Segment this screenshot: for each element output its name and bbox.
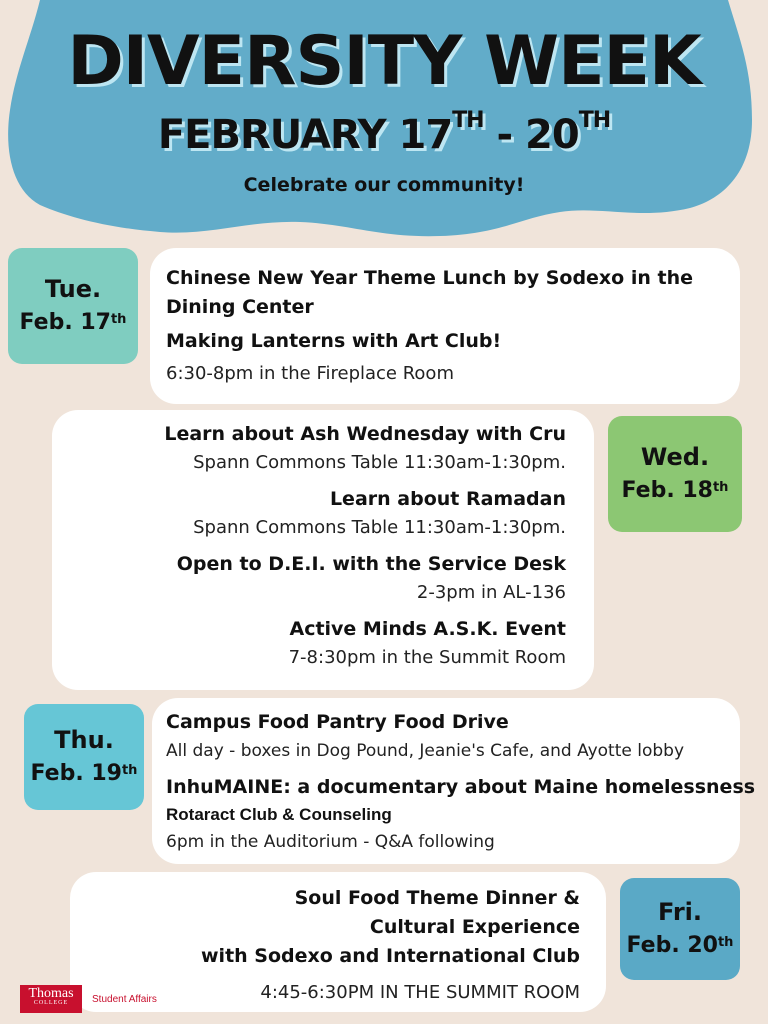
events-card-fri (70, 872, 606, 1012)
event-organizer: Rotaract Club & Counseling (166, 805, 392, 824)
day-badge-fri: Fri. Feb. 20th (620, 878, 740, 980)
event-title: Making Lanterns with Art Club! (166, 330, 502, 352)
event-title-line: Cultural Experience (369, 916, 580, 938)
event-info: All day - boxes in Dog Pound, Jeanie's Cafe, and Ayotte lobby (166, 741, 685, 761)
event-title-line: Soul Food Theme Dinner & (294, 887, 580, 909)
events-card-thu (152, 698, 756, 864)
college-logo: Thomas COLLEGE (20, 985, 82, 1013)
event-dates: FEBRUARY 17TH - 20TH (157, 108, 611, 158)
events-card-tue (150, 248, 740, 404)
department-label: Student Affairs (92, 994, 157, 1005)
event-title: Learn about Ash Wednesday with Cru (164, 423, 566, 445)
event-title: Open to D.E.I. with the Service Desk (176, 553, 566, 575)
tagline: Celebrate our community! (243, 174, 525, 196)
event-title-line: with Sodexo and International Club (201, 945, 580, 967)
event-info: 6pm in the Auditorium - Q&A following (166, 832, 495, 852)
events-card-wed (52, 410, 594, 690)
day-badge-wed: Wed. Feb. 18th (608, 416, 742, 532)
day-badge-thu: Thu. Feb. 19th (24, 704, 144, 810)
event-title: Learn about Ramadan (329, 488, 566, 510)
event-info: 7-8:30pm in the Summit Room (288, 647, 566, 668)
page-title: DIVERSITY WEEK (67, 22, 701, 101)
event-title: Campus Food Pantry Food Drive (166, 711, 509, 733)
event-info: Spann Commons Table 11:30am-1:30pm. (193, 452, 566, 473)
day-badge-tue: Tue. Feb. 17th (8, 248, 138, 364)
event-info: 4:45-6:30PM IN THE SUMMIT ROOM (260, 982, 580, 1003)
event-title: Active Minds A.S.K. Event (289, 618, 566, 640)
event-info: Spann Commons Table 11:30am-1:30pm. (193, 517, 566, 538)
event-info: 2-3pm in AL-136 (416, 582, 566, 603)
event-info: 6:30-8pm in the Fireplace Room (166, 363, 454, 384)
event-title: Chinese New Year Theme Lunch by Sodexo in the Dining Center (166, 267, 693, 318)
event-title: InhuMAINE: a documentary about Maine homelessness (166, 776, 756, 798)
